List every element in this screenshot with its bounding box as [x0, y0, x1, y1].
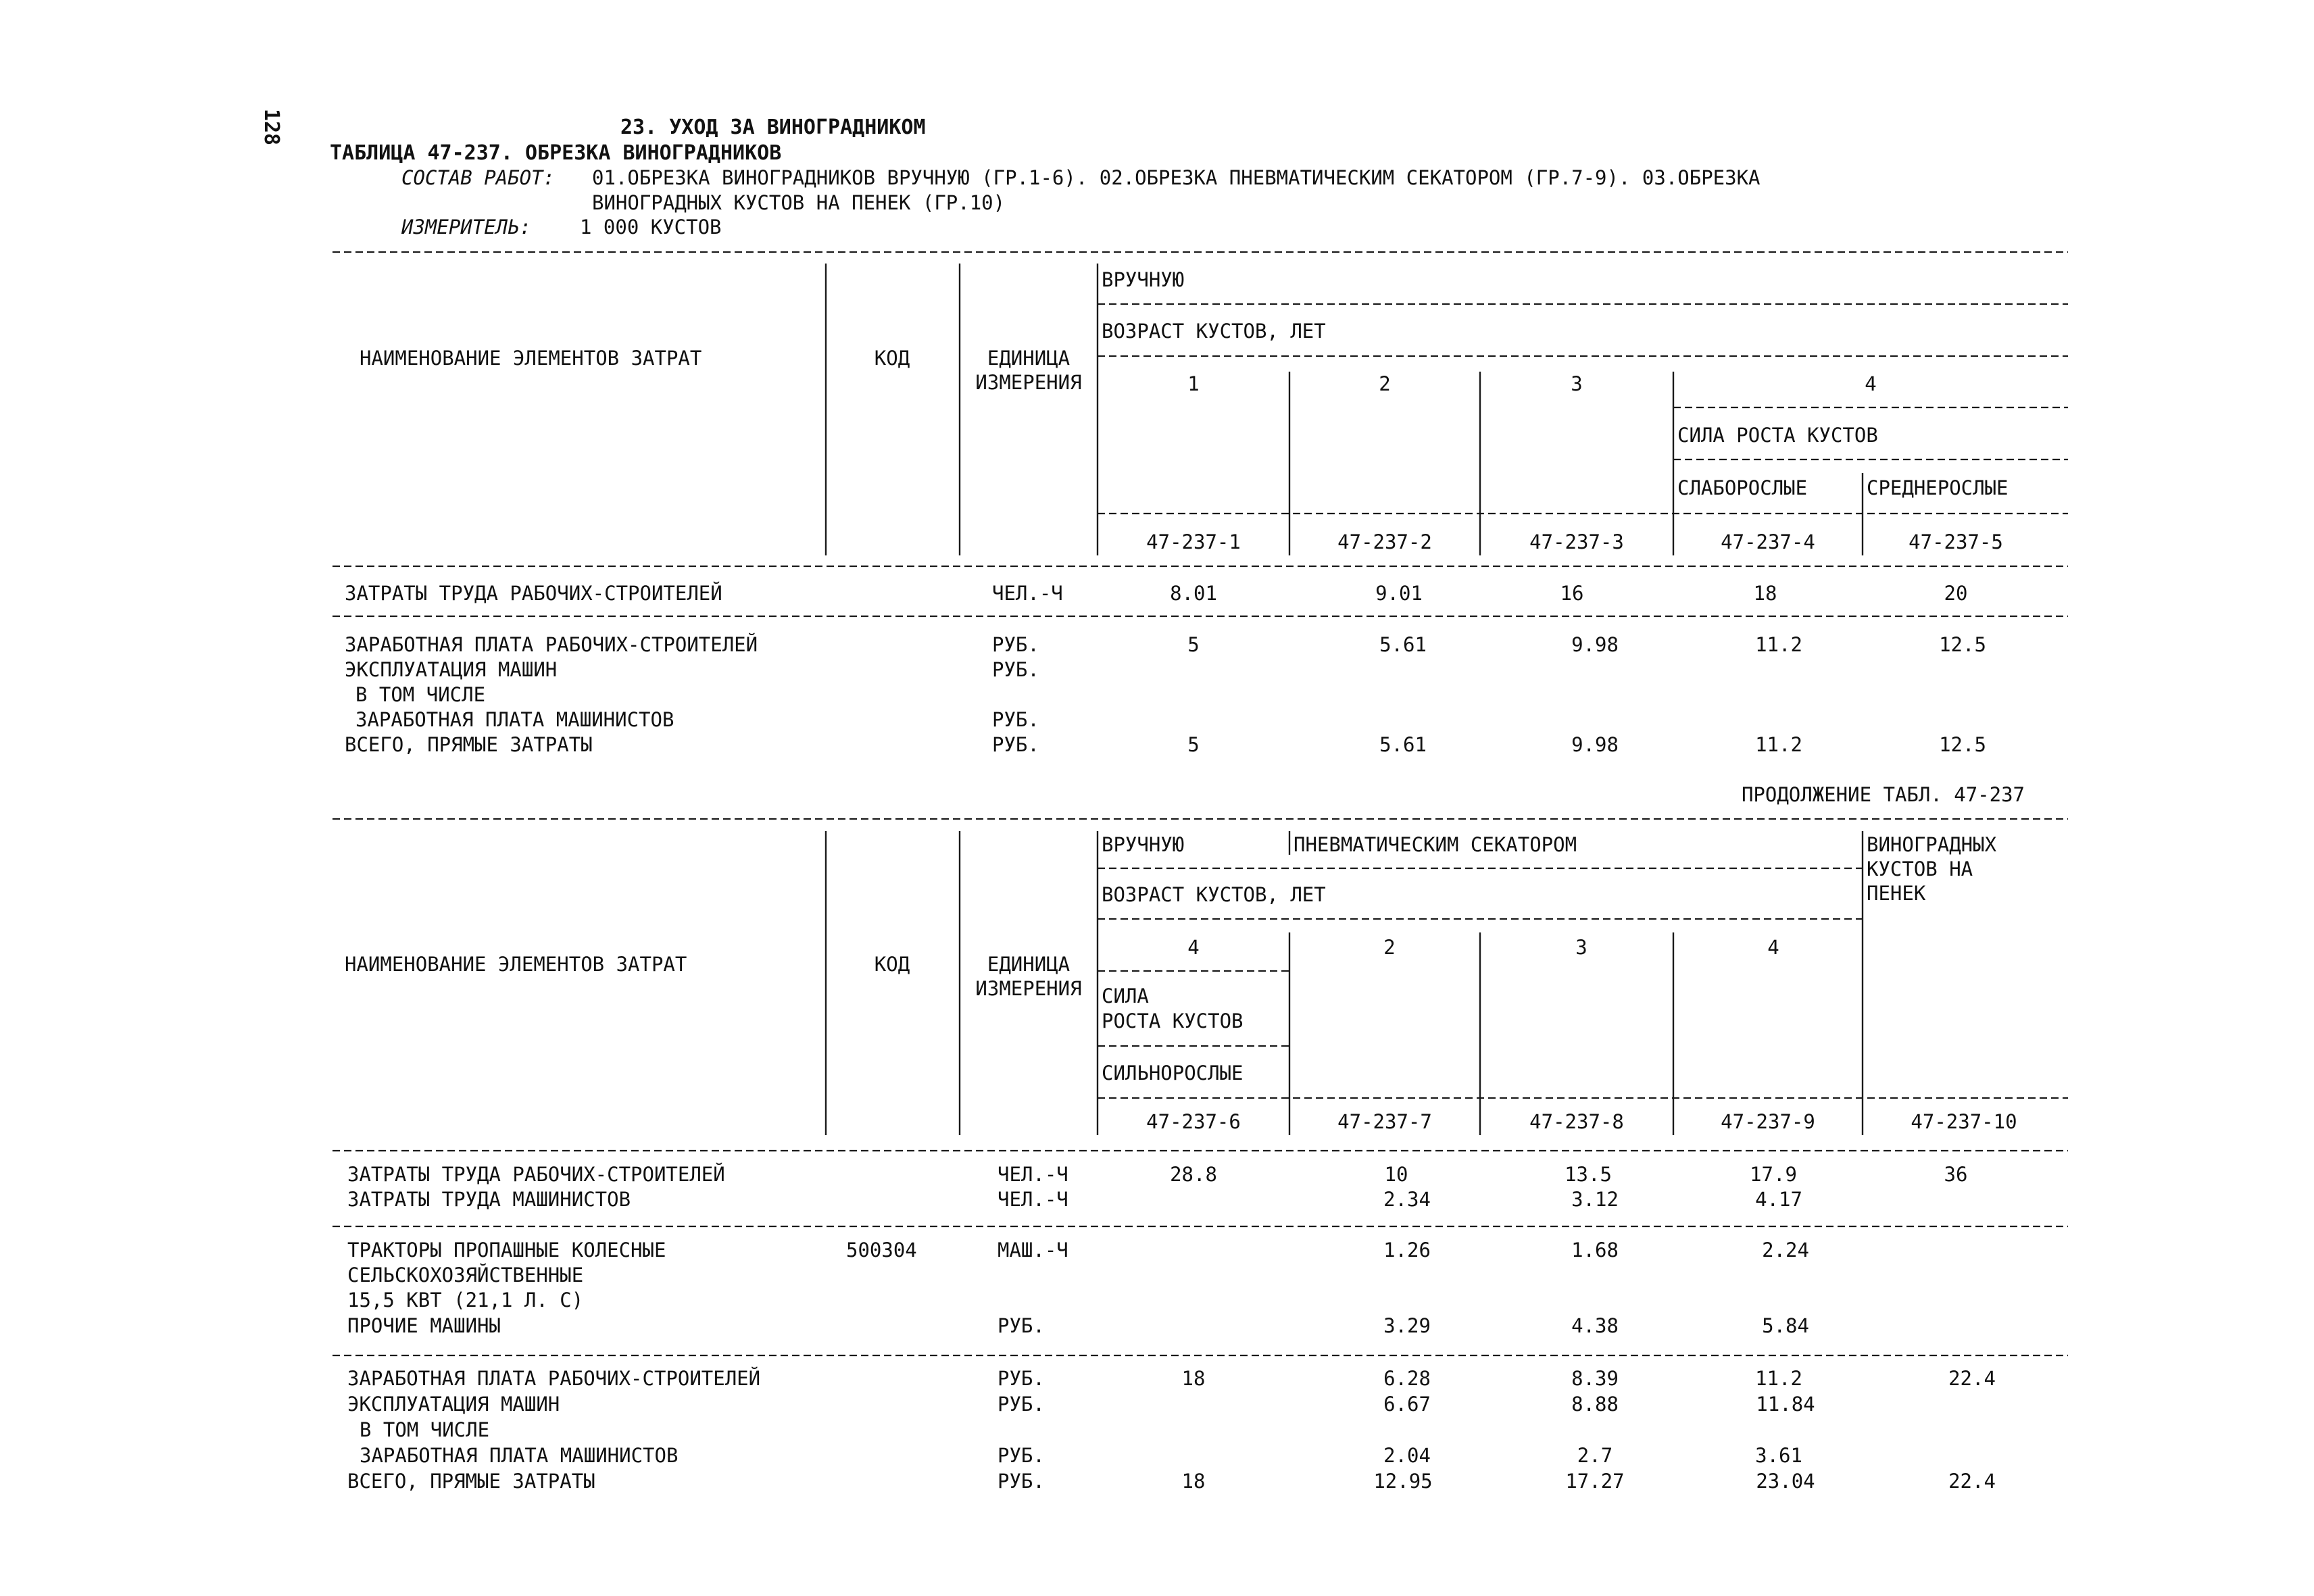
t1-machinist-wage-unit: РУБ. [992, 708, 1039, 731]
t2-total-value-5: 22.4 [1948, 1470, 1996, 1493]
t2-wage-value-4: 11.2 [1755, 1367, 1802, 1390]
t1-age-2: 2 [1379, 372, 1391, 395]
t2-tractors-value-4: 2.24 [1762, 1239, 1809, 1262]
meter-label: ИЗМЕРИТЕЛЬ: [401, 216, 532, 239]
t2-tractors-code: 500304 [846, 1239, 917, 1262]
t1-weak-header: СЛАБОРОСЛЫЕ [1677, 476, 1808, 499]
t1-labor-value-3: 16 [1560, 582, 1584, 605]
t2-machinist-labor-value-2: 2.34 [1383, 1188, 1431, 1211]
t1-wage-value-2: 5.61 [1379, 633, 1427, 656]
t2-labor-value-3: 13.5 [1565, 1163, 1612, 1186]
table-1 [333, 252, 2068, 756]
t2-total-value-4: 23.04 [1756, 1470, 1815, 1493]
t2-machines-label: ЭКСПЛУАТАЦИЯ МАШИН [347, 1393, 560, 1416]
t1-code-col-header: КОД [874, 347, 910, 370]
t2-age-3: 3 [1575, 936, 1587, 959]
t2-machines-value-4: 11.84 [1756, 1393, 1815, 1416]
t2-wage-value-3: 8.39 [1571, 1367, 1619, 1390]
t2-wage-unit: РУБ. [998, 1367, 1045, 1390]
t2-total-value-1: 18 [1181, 1470, 1206, 1493]
t2-machinist-labor-value-4: 4.17 [1755, 1188, 1802, 1211]
t2-unit-col-header-2: ИЗМЕРЕНИЯ [975, 977, 1082, 1000]
t1-labor-value-5: 20 [1944, 582, 1968, 605]
t2-machinist-labor-value-3: 3.12 [1571, 1188, 1619, 1211]
t2-total-value-2: 12.95 [1373, 1470, 1433, 1493]
t2-unit-col-header-1: ЕДИНИЦА [987, 953, 1070, 976]
t2-labor-value-4: 17.9 [1750, 1163, 1797, 1186]
t1-machines-label: ЭКСПЛУАТАЦИЯ МАШИН [345, 658, 558, 681]
t2-wage-value-2: 6.28 [1383, 1367, 1431, 1390]
t1-total-value-5: 12.5 [1939, 733, 1986, 756]
t1-total-value-3: 9.98 [1571, 733, 1619, 756]
t2-machinist-wage-label: ЗАРАБОТНАЯ ПЛАТА МАШИНИСТОВ [360, 1444, 679, 1467]
t1-code-2: 47-237-2 [1337, 530, 1432, 553]
t1-unit-col-header-2: ИЗМЕРЕНИЯ [975, 371, 1082, 394]
t1-code-3: 47-237-3 [1529, 530, 1624, 553]
t2-tractors-unit: МАШ.-Ч [998, 1239, 1068, 1262]
t2-tractors-value-3: 1.68 [1571, 1239, 1619, 1262]
t1-name-col-header: НАИМЕНОВАНИЕ ЭЛЕМЕНТОВ ЗАТРАТ [360, 347, 702, 370]
t1-total-value-1: 5 [1187, 733, 1200, 756]
t2-age-2: 2 [1383, 936, 1396, 959]
t1-wage-value-1: 5 [1187, 633, 1200, 656]
t2-manual-header: ВРУЧНУЮ [1102, 833, 1185, 856]
t1-medium-header: СРЕДНЕРОСЛЫЕ [1867, 476, 2009, 499]
t2-tractors-label-2: СЕЛЬСКОХОЗЯЙСТВЕННЫЕ [347, 1264, 584, 1287]
t1-method-header: ВРУЧНУЮ [1102, 268, 1185, 291]
t2-code-6: 47-237-6 [1146, 1110, 1241, 1133]
t1-including-label: В ТОМ ЧИСЛЕ [355, 683, 486, 706]
t2-wage-value-5: 22.4 [1948, 1367, 1996, 1390]
t2-other-machines-value-3: 4.38 [1571, 1314, 1619, 1337]
t2-machines-unit: РУБ. [998, 1393, 1045, 1416]
t2-including-label: В ТОМ ЧИСЛЕ [360, 1418, 490, 1441]
t1-wage-unit: РУБ. [992, 633, 1039, 656]
t2-machinist-wage-value-3: 2.7 [1577, 1444, 1613, 1467]
continuation-note: ПРОДОЛЖЕНИЕ ТАБЛ. 47-237 [1741, 783, 2025, 806]
t2-labor-value-5: 36 [1944, 1163, 1968, 1186]
t1-growth-header: СИЛА РОСТА КУСТОВ [1677, 424, 1878, 447]
t2-tractors-label-1: ТРАКТОРЫ ПРОПАШНЫЕ КОЛЕСНЫЕ [347, 1239, 666, 1262]
composition-label: СОСТАВ РАБОТ: [401, 166, 555, 189]
composition-line-2: ВИНОГРАДНЫХ КУСТОВ НА ПЕНЕК (ГР.10) [592, 191, 1006, 214]
t1-code-4: 47-237-4 [1721, 530, 1815, 553]
composition-line-1: 01.ОБРЕЗКА ВИНОГРАДНИКОВ ВРУЧНУЮ (ГР.1-6). 02.ОБРЕЗКА ПНЕВМАТИЧЕСКИМ СЕКАТОРОМ (ГР.7-9). 03.ОБРЕЗКА [592, 166, 1761, 189]
t1-total-label: ВСЕГО, ПРЯМЫЕ ЗАТРАТЫ [345, 733, 593, 756]
t1-labor-value-1: 8.01 [1170, 582, 1217, 605]
t1-total-value-2: 5.61 [1379, 733, 1427, 756]
t1-total-unit: РУБ. [992, 733, 1039, 756]
t2-machinist-wage-value-2: 2.04 [1383, 1444, 1431, 1467]
t2-other-machines-value-4: 5.84 [1762, 1314, 1809, 1337]
t2-machinist-wage-value-4: 3.61 [1755, 1444, 1802, 1467]
t2-pneumatic-header: ПНЕВМАТИЧЕСКИМ СЕКАТОРОМ [1294, 833, 1577, 856]
t1-wage-label: ЗАРАБОТНАЯ ПЛАТА РАБОЧИХ-СТРОИТЕЛЕЙ [345, 633, 758, 656]
t1-code-1: 47-237-1 [1146, 530, 1241, 553]
t1-unit-col-header-1: ЕДИНИЦА [987, 347, 1070, 370]
t1-total-value-4: 11.2 [1755, 733, 1802, 756]
t2-stump-header-1: ВИНОГРАДНЫХ [1867, 833, 1997, 856]
t1-wage-value-4: 11.2 [1755, 633, 1802, 656]
t2-wage-value-1: 18 [1181, 1367, 1206, 1390]
t2-tractors-value-2: 1.26 [1383, 1239, 1431, 1262]
t2-stump-header-3: ПЕНЕК [1867, 882, 1926, 905]
t2-name-col-header: НАИМЕНОВАНИЕ ЭЛЕМЕНТОВ ЗАТРАТ [345, 953, 687, 976]
t1-labor-value-4: 18 [1753, 582, 1777, 605]
t1-labor-value-2: 9.01 [1375, 582, 1423, 605]
t1-code-5: 47-237-5 [1909, 530, 2003, 553]
t2-labor-unit: ЧЕЛ.-Ч [998, 1163, 1068, 1186]
t2-labor-value-2: 10 [1384, 1163, 1408, 1186]
t2-code-col-header: КОД [874, 953, 910, 976]
t2-other-machines-unit: РУБ. [998, 1314, 1045, 1337]
t2-strong-header: СИЛЬНОРОСЛЫЕ [1102, 1062, 1244, 1084]
t2-machinist-labor-unit: ЧЕЛ.-Ч [998, 1188, 1068, 1211]
table-title: ТАБЛИЦА 47-237. ОБРЕЗКА ВИНОГРАДНИКОВ [330, 141, 782, 165]
t1-wage-value-3: 9.98 [1571, 633, 1619, 656]
t1-age-3: 3 [1571, 372, 1583, 395]
t2-total-value-3: 17.27 [1565, 1470, 1625, 1493]
t2-other-machines-value-2: 3.29 [1383, 1314, 1431, 1337]
table-2 [333, 819, 2068, 1493]
t2-machinist-wage-unit: РУБ. [998, 1444, 1045, 1467]
t2-machinist-labor-label: ЗАТРАТЫ ТРУДА МАШИНИСТОВ [347, 1188, 631, 1211]
t2-labor-label: ЗАТРАТЫ ТРУДА РАБОЧИХ-СТРОИТЕЛЕЙ [347, 1163, 725, 1186]
t1-labor-label: ЗАТРАТЫ ТРУДА РАБОЧИХ-СТРОИТЕЛЕЙ [345, 582, 722, 605]
t1-machines-unit: РУБ. [992, 658, 1039, 681]
t2-age-4: 4 [1767, 936, 1779, 959]
t1-age-header: ВОЗРАСТ КУСТОВ, ЛЕТ [1102, 320, 1326, 343]
t2-code-9: 47-237-9 [1721, 1110, 1815, 1133]
t2-machines-value-3: 8.88 [1571, 1393, 1619, 1416]
t1-wage-value-5: 12.5 [1939, 633, 1986, 656]
t2-machines-value-2: 6.67 [1383, 1393, 1431, 1416]
t2-wage-label: ЗАРАБОТНАЯ ПЛАТА РАБОЧИХ-СТРОИТЕЛЕЙ [347, 1367, 761, 1390]
t2-growth-header-2: РОСТА КУСТОВ [1102, 1009, 1244, 1032]
page-number: 128 [260, 108, 283, 146]
t2-growth-header-1: СИЛА [1102, 984, 1149, 1007]
t1-machinist-wage-label: ЗАРАБОТНАЯ ПЛАТА МАШИНИСТОВ [355, 708, 674, 731]
t2-age-1: 4 [1187, 936, 1200, 959]
t2-stump-header-2: КУСТОВ НА [1867, 857, 1973, 880]
t2-code-10: 47-237-10 [1911, 1110, 2017, 1133]
t2-tractors-label-3: 15,5 КВТ (21,1 Л. С) [347, 1289, 584, 1312]
t2-other-machines-label: ПРОЧИЕ МАШИНЫ [347, 1314, 501, 1337]
t2-code-8: 47-237-8 [1529, 1110, 1624, 1133]
t2-code-7: 47-237-7 [1337, 1110, 1432, 1133]
t2-total-unit: РУБ. [998, 1470, 1045, 1493]
t2-labor-value-1: 28.8 [1170, 1163, 1217, 1186]
t1-labor-unit: ЧЕЛ.-Ч [992, 582, 1063, 605]
section-title: 23. УХОД ЗА ВИНОГРАДНИКОМ [620, 116, 926, 139]
t1-age-1: 1 [1187, 372, 1200, 395]
t1-age-4: 4 [1865, 372, 1877, 395]
t2-age-header: ВОЗРАСТ КУСТОВ, ЛЕТ [1102, 883, 1326, 906]
meter-value: 1 000 КУСТОВ [580, 216, 722, 239]
t2-total-label: ВСЕГО, ПРЯМЫЕ ЗАТРАТЫ [347, 1470, 595, 1493]
